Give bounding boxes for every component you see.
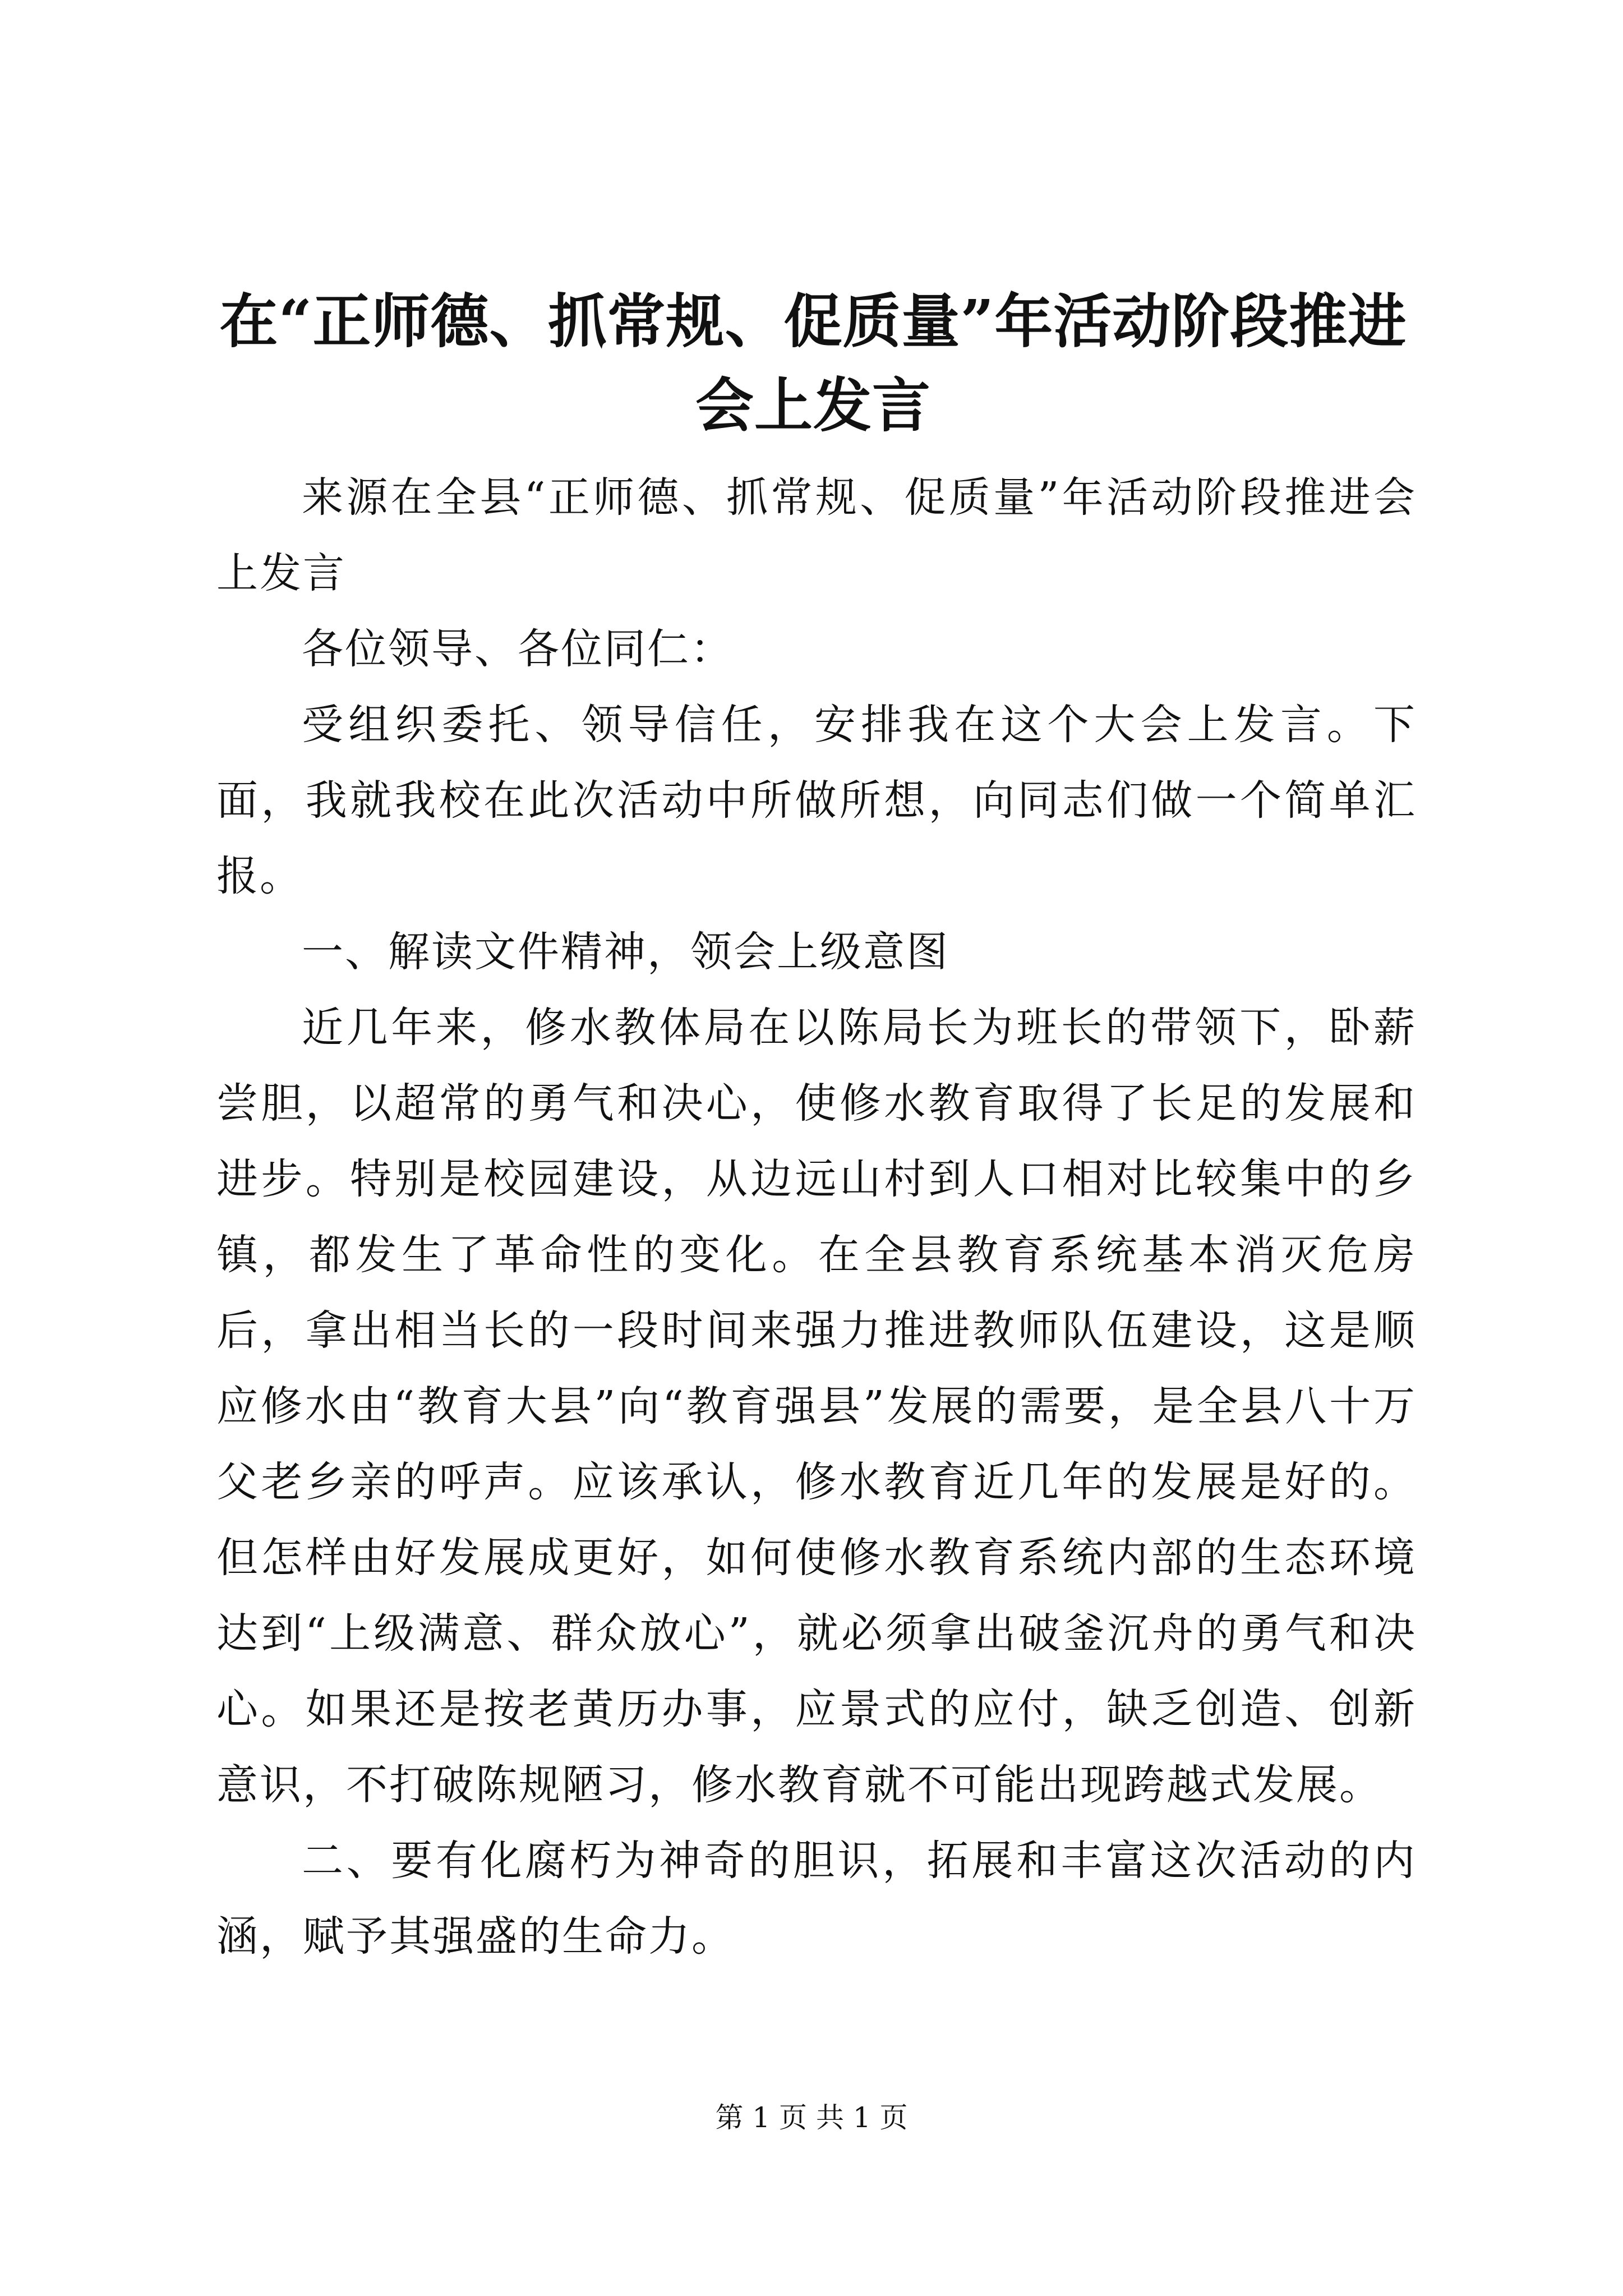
document-body [216,460,1417,1975]
page-footer: 第 1 页 共 1 页 [715,2101,908,2134]
paragraph-section-one: 近几年来，修水教体局在以陈局长为班长的带领下，卧薪尝胆，以超常的勇气和决心，使修水教育取得了长足的发展和进步。特别是校园建设，从边远山村到人口相对比较集中的乡镇，都发生了革命性的变化。在全县教育系统基本消灭危房后，拿出相当长的一段时间来强力推进教师队伍建设，这是顺应修水由“教育大县”向“教育强县”发展的需要，是全县八十万父老乡亲的呼声。应该承认，修水教育近几年的发展是好的。但怎样由好发展成更好，如何使修水教育系统内部的生态环境达到“上级满意、群众放心”，就必须拿出破釜沉舟的勇气和决心。如果还是按老黄历办事，应景式的应付，缺乏创造、创新意识，不打破陈规陋习，修水教育就不可能出现跨越式发展。 [216,1004,1417,1809]
section-heading-one: 一、解读文件精神，领会上级意图 [302,928,949,976]
paragraph-intro: 受组织委托、领导信任，安排我在这个大会上发言。下面，我就我校在此次活动中所做所想，向同志们做一个简单汇报。 [216,701,1417,900]
paragraph-source: 来源在全县“正师德、抓常规、促质量”年活动阶段推进会上发言 [216,473,1417,597]
section-heading-two: 二、要有化腐朽为神奇的胆识，拓展和丰富这次活动的内涵，赋予其强盛的生命力。 [216,1837,1417,1961]
paragraph-salutation: 各位领导、各位同仁： [302,625,734,673]
document-title: 在“正师德、抓常规、促质量”年活动阶段推进会上发言 [219,287,1407,440]
